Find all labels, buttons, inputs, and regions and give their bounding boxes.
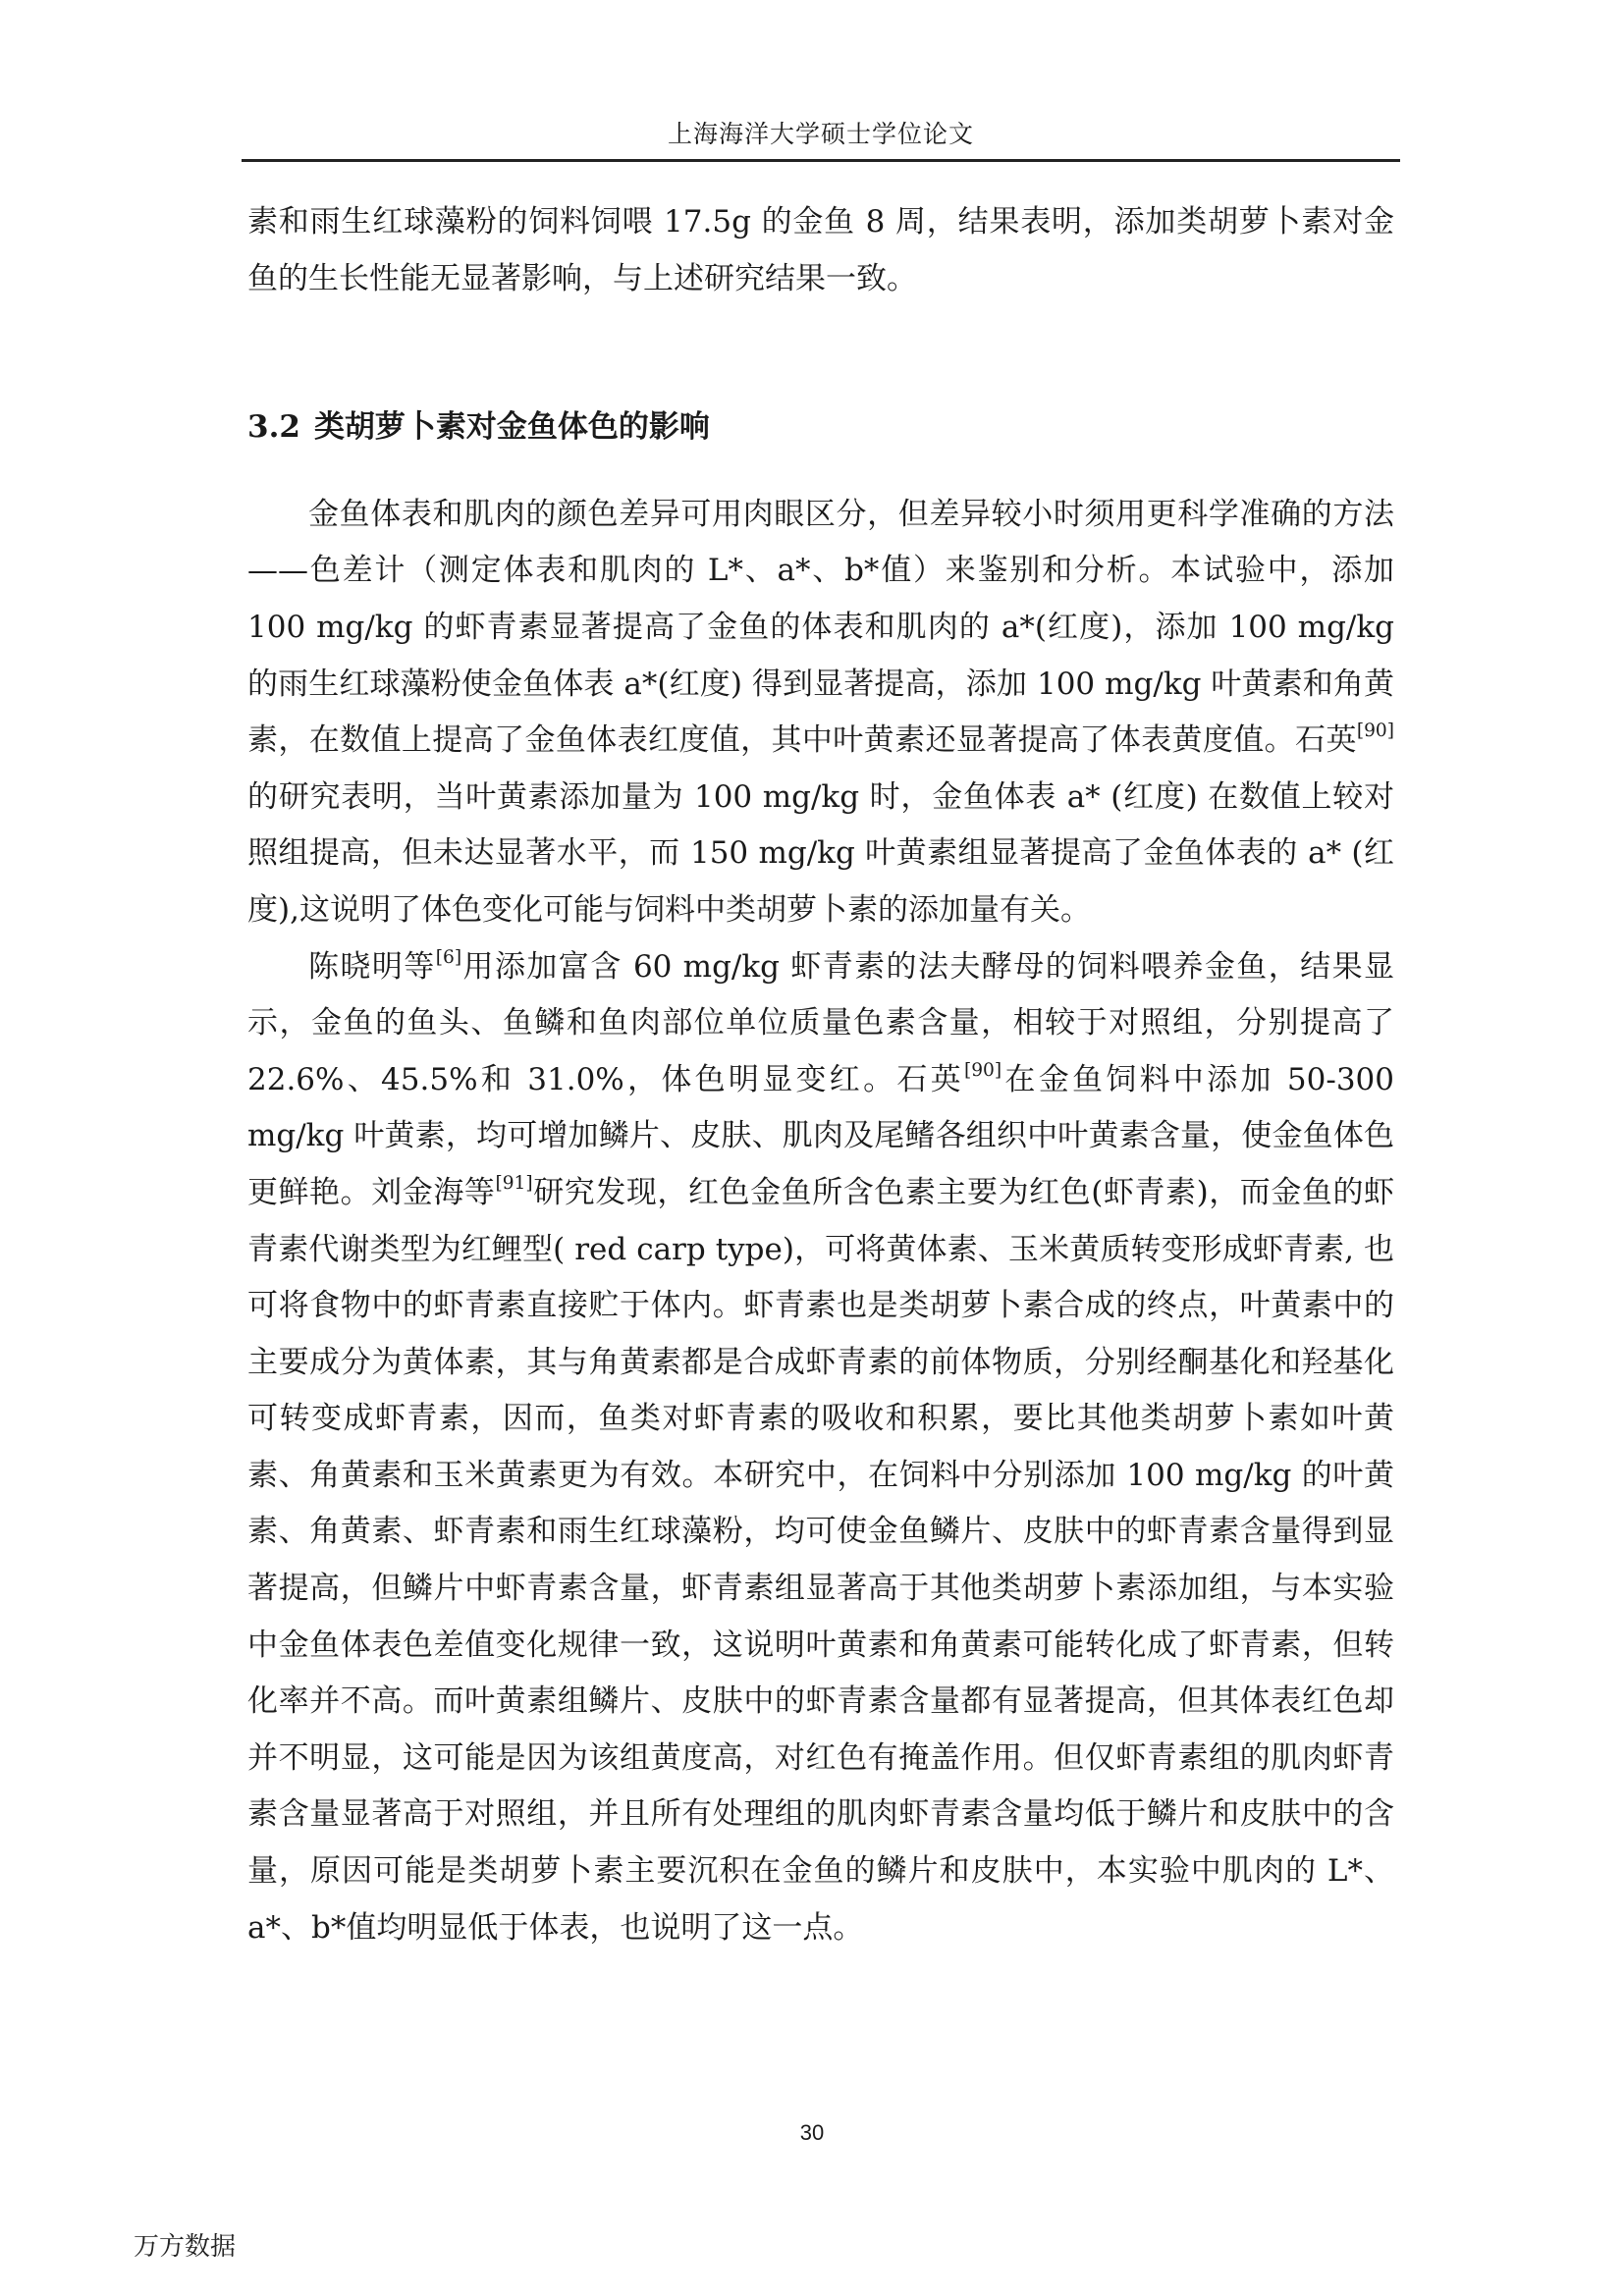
watermark-text: 万方数据 xyxy=(134,2232,237,2262)
citation: [91] xyxy=(495,1172,533,1194)
running-header xyxy=(242,110,1400,162)
page-body xyxy=(247,194,1394,1956)
paragraph-text: 研究发现，红色金鱼所含色素主要为红色(虾青素)，而金鱼的虾青素代谢类型为红鲤型( red carp type)，可将黄体素、玉米黄质转变形成虾青素, 也可将食物中的虾青素直接贮于体内。虾青素也是类胡萝卜素合成的终点，叶黄素中的主要成分为黄体素，其与角黄素都是合成虾青素的前体物质，分别经酮基化和羟基化可转变成虾青素，因而，鱼类对虾青素的吸收和积累，要比其他类胡萝卜素如叶黄素、角黄素和玉米黄素更为有效。本研究中，在饲料中分别添加 100 mg/kg 的叶黄素、角黄素、虾青素和雨生红球藻粉，均可使金鱼鳞片、皮肤中的虾青素含量得到显著提高，但鳞片中虾青素含量，虾青素组显著高于其他类胡萝卜素添加组，与本实验中金鱼体表色差值变化规律一致，这说明叶黄素和角黄素可能转化成了虾青素，但转化率并不高。而叶黄素组鳞片、皮肤中的虾青素含量都有显著提高，但其体表红色却并不明显，这可能是因为该组黄度高，对红色有掩盖作用。但仅虾青素组的肌肉虾青素含量显著高于对照组，并且所有处理组的肌肉虾青素含量均低于鳞片和皮肤中的含量，原因可能是类胡萝卜素主要沉积在金鱼的鳞片和皮肤中，本实验中肌肉的 L*、a*、b*值均明显低于体表，也说明了这一点。 xyxy=(247,1174,1395,1946)
paragraph-continued: 素和雨生红球藻粉的饲料饲喂 17.5g 的金鱼 8 周，结果表明，添加类胡萝卜素对金鱼的生长性能无显著影响，与上述研究结果一致。 xyxy=(247,204,1394,296)
header-title: 上海海洋大学硕士学位论文 xyxy=(667,120,974,148)
citation: [90] xyxy=(963,1059,1002,1081)
citation: [6] xyxy=(435,946,462,968)
paragraph-text: 陈晓明等 xyxy=(308,948,436,985)
paragraph-color-difference xyxy=(247,487,1394,939)
paragraph-astaxanthin xyxy=(247,939,1394,1957)
section-number: 3.2 xyxy=(247,409,300,446)
paragraph-text: 的研究表明，当叶黄素添加量为 100 mg/kg 时，金鱼体表 a* (红度) 在数值上较对照组提高，但未达显著水平，而 150 mg/kg 叶黄素组显著提高了金鱼体表的 a* (红度),这说明了体色变化可能与饲料中类胡萝卜素的添加量有关。 xyxy=(247,778,1394,928)
paragraph-text: 在金鱼饲料中添加 50-300 mg/kg 叶黄素，均可增加鳞片、皮肤、肌肉及尾鳍各组织中叶黄素含量，使金鱼体色更鲜艳。刘金海等 xyxy=(247,1061,1394,1210)
paragraph-text: 用添加富含 60 mg/kg 虾青素的法夫酵母的饲料喂养金鱼，结果显示，金鱼的鱼头、鱼鳞和鱼肉部位单位质量色素含量，相较于对照组，分别提高了 22.6%、45.5%和 31.0%，体色明显变红。石英 xyxy=(247,948,1395,1097)
section-heading xyxy=(247,400,1394,456)
section-title: 类胡萝卜素对金鱼体色的影响 xyxy=(313,409,710,446)
citation: [90] xyxy=(1356,721,1394,742)
paragraph-text: 金鱼体表和肌肉的颜色差异可用肉眼区分，但差异较小时须用更科学准确的方法——色差计（测定体表和肌肉的 L*、a*、b*值）来鉴别和分析。本试验中，添加 100 mg/kg 的虾青素显著提高了金鱼的体表和肌肉的 a*(红度)，添加 100 mg/kg 的雨生红球藻粉使金鱼体表 a*(红度) 得到显著提高，添加 100 mg/kg 叶黄素和角黄素，在数值上提高了金鱼体表红度值，其中叶黄素还显著提高了体表黄度值。石英 xyxy=(247,496,1394,759)
page-number: 30 xyxy=(799,2120,825,2145)
